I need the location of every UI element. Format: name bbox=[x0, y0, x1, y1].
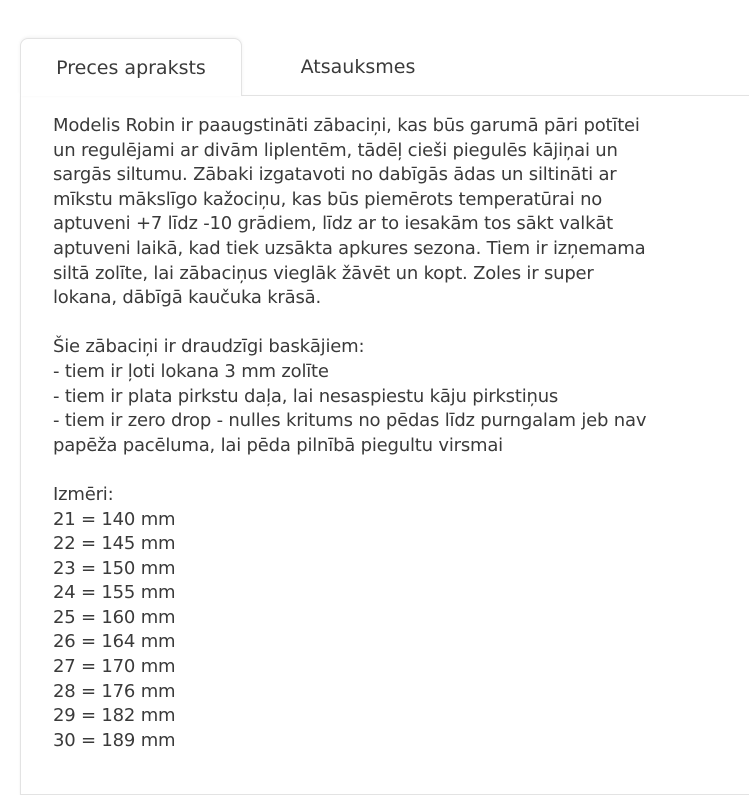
feature-line: - tiem ir zero drop - nulles kritums no pēdas līdz purngalam jeb nav bbox=[53, 410, 647, 432]
size-row: 29 = 182 mm bbox=[53, 705, 176, 727]
paragraph-gap bbox=[53, 458, 703, 483]
product-tabs bbox=[20, 38, 749, 96]
feature-line: Šie zābaciņi ir draudzīgi baskājiem: bbox=[53, 336, 365, 358]
size-row: 26 = 164 mm bbox=[53, 631, 176, 653]
size-chart bbox=[53, 483, 703, 754]
size-row: 28 = 176 mm bbox=[53, 680, 176, 702]
description-line: lokana, dābīgā kaučuka krāsā. bbox=[53, 287, 321, 309]
tab-product-description[interactable] bbox=[20, 38, 242, 96]
intro-paragraph bbox=[53, 114, 703, 311]
paragraph-gap bbox=[53, 311, 703, 336]
size-row: 24 = 155 mm bbox=[53, 582, 176, 604]
size-row: 23 = 150 mm bbox=[53, 557, 176, 579]
description-line: Modelis Robin ir paaugstināti zābaciņi, kas būs garumā pāri potītei bbox=[53, 115, 640, 136]
feature-line: - tiem ir plata pirkstu daļa, lai nesaspiestu kāju pirkstiņus bbox=[53, 385, 559, 407]
description-line: aptuveni laikā, kad tiek uzsākta apkures sezona. Tiem ir izņemama bbox=[53, 237, 646, 259]
description-line: aptuveni +7 līdz -10 grādiem, līdz ar to iesakām tos sākt valkāt bbox=[53, 213, 614, 235]
size-row: 27 = 170 mm bbox=[53, 656, 176, 678]
tab-reviews-label: Atsauksmes bbox=[300, 56, 416, 78]
size-row: 21 = 140 mm bbox=[53, 508, 176, 530]
size-row: 25 = 160 mm bbox=[53, 606, 176, 628]
description-line: mīkstu mākslīgo kažociņu, kas būs piemērots temperatūrai no bbox=[53, 188, 603, 210]
product-description bbox=[53, 114, 703, 753]
size-row: 22 = 145 mm bbox=[53, 533, 176, 555]
size-row: 30 = 189 mm bbox=[53, 729, 176, 751]
sizes-heading: Izmēri: bbox=[53, 483, 114, 505]
description-line: sargās siltumu. Zābaki izgatavoti no dabīgās ādas un siltināti ar bbox=[53, 164, 617, 186]
description-line: siltā zolīte, lai zābaciņus vieglāk žāvēt un kopt. Zoles ir super bbox=[53, 262, 594, 284]
barefoot-features bbox=[53, 335, 703, 458]
feature-line: - tiem ir ļoti lokana 3 mm zolīte bbox=[53, 360, 329, 382]
tab-reviews[interactable] bbox=[278, 38, 438, 96]
feature-line: papēža pacēluma, lai pēda pilnībā piegultu virsmai bbox=[53, 434, 503, 456]
description-line: un regulējami ar divām liplentēm, tādēļ cieši piegulēs kājiņai un bbox=[53, 139, 618, 161]
tab-product-description-label: Preces apraksts bbox=[56, 57, 206, 79]
